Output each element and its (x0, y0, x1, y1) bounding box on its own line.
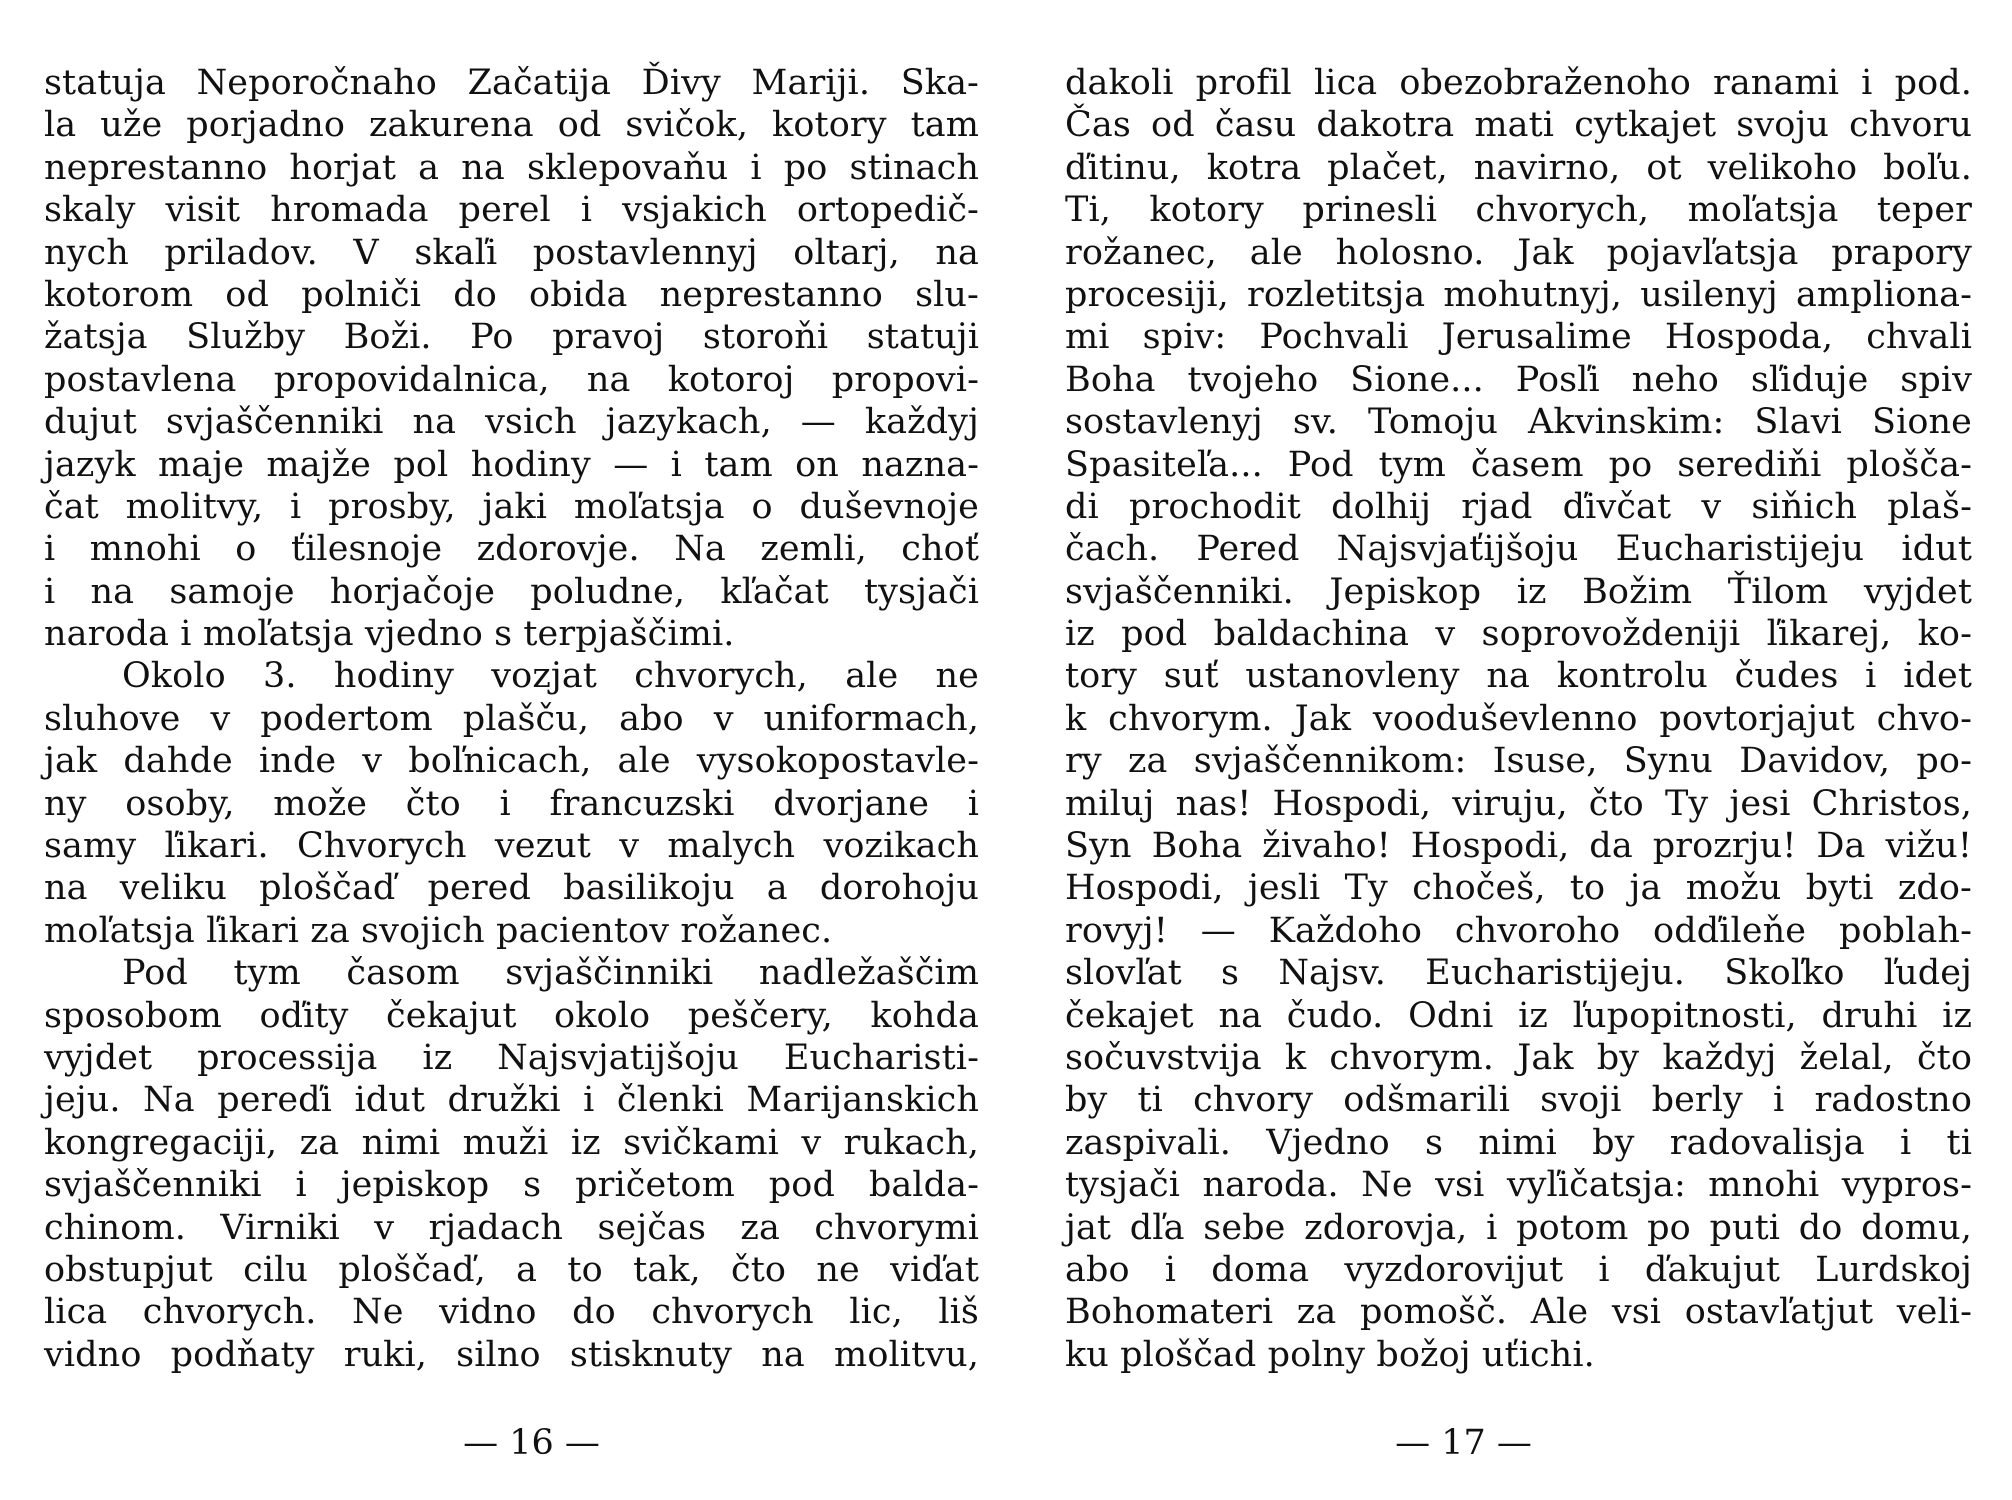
text-line: chinom. Virniki v rjadach sejčas za chvorymi (44, 1207, 979, 1248)
text-line: mi spiv: Pochvali Jerusalime Hospoda, chvali (1065, 317, 1972, 358)
text-line: čach. Pered Najsvjaťijšoju Eucharistijeju idut (1065, 529, 1972, 570)
page-number: — 16 — (463, 1423, 600, 1463)
text-line: vidno podňaty ruki, silno stisknuty na molitvu, (44, 1334, 979, 1375)
text-line: čat molitvy, i prosby, jaki moľatsja o duševnoje (44, 486, 979, 527)
text-line: sluhove v podertom plašču, abo v uniformach, (44, 698, 979, 739)
text-line: iz pod baldachina v soprovoždeniji ľikarej, ko- (1065, 614, 1972, 655)
text-line: k chvorym. Jak vooduševlenno povtorjajut chvo- (1065, 698, 1972, 739)
left-page-text (44, 62, 979, 1376)
text-line: sočuvstvija k chvorym. Jak by každyj želal, čto (1065, 1037, 1972, 1078)
text-line: abo i doma vyzdorovijut i ďakujut Lurdskoj (1065, 1249, 1972, 1290)
text-line: vyjdet processija iz Najsvjatijšoju Eucharisti- (44, 1037, 979, 1078)
text-line: ďitinu, kotra plačet, navirno, ot velikoho boľu. (1065, 147, 1972, 188)
text-line: la uže porjadno zakurena od svičok, kotory tam (44, 105, 979, 146)
right-page (1065, 62, 1972, 1482)
text-line: moľatsja ľikari za svojich pacientov rožanec. (44, 910, 833, 951)
text-line: naroda i moľatsja vjedno s terpjaščimi. (44, 614, 735, 655)
text-line: Hospodi, jesli Ty chočeš, to ja možu byti zdo- (1065, 868, 1972, 909)
text-line: tory suť ustanovleny na kontrolu čudes i idet (1065, 656, 1972, 697)
text-line: svjaščenniki i jepiskop s pričetom pod balda- (44, 1165, 979, 1206)
text-line: na veliku ploščaď pered basilikoju a dorohoju (44, 868, 979, 909)
text-line: Boha tvojeho Sione... Posľi neho sľiduje spiv (1065, 359, 1972, 400)
text-line: Čas od času dakotra mati cytkajet svoju chvoru (1065, 105, 1972, 146)
text-line: kotorom od polniči do obida neprestanno slu- (44, 274, 979, 315)
text-line: by ti chvory odšmarili svoji berly i radostno (1065, 1080, 1972, 1121)
text-line: di prochodit dolhij rjad ďivčat v siňich plaš- (1065, 486, 1972, 527)
text-line: Okolo 3. hodiny vozjat chvorych, ale ne (122, 656, 979, 697)
text-line: ku ploščad polny božoj uťichi. (1065, 1334, 1595, 1375)
text-line: Syn Boha živaho! Hospodi, da prozrju! Da vižu! (1065, 826, 1972, 867)
text-line: nych priladov. V skaľi postavlennyj oltarj, na (44, 232, 979, 273)
left-page (44, 62, 979, 1482)
right-page-text (1065, 62, 1972, 1376)
page-number: — 17 — (1395, 1423, 1532, 1463)
text-line: Pod tym časom svjaščinniki nadležaščim (122, 953, 979, 994)
text-line: obstupjut cilu ploščaď, a to tak, čto ne viďat (44, 1249, 979, 1290)
text-line: skaly visit hromada perel i vsjakich ortopedič- (44, 190, 979, 231)
text-line: samy ľikari. Chvorych vezut v malych vozikach (44, 826, 979, 867)
text-line: i na samoje horjačoje poludne, kľačat tysjači (44, 571, 979, 612)
text-line: kongregaciji, za nimi muži iz svičkami v rukach, (44, 1122, 979, 1163)
text-line: neprestanno horjat a na sklepovaňu i po stinach (44, 147, 979, 188)
text-line: svjaščenniki. Jepiskop iz Božim Ťilom vyjdet (1065, 571, 1972, 612)
text-line: rožanec, ale holosno. Jak pojavľatsja prapory (1065, 232, 1972, 273)
text-line: Bohomateri za pomošč. Ale vsi ostavľatjut veli- (1065, 1292, 1972, 1333)
text-line: ny osoby, može čto i francuzski dvorjane i (44, 783, 979, 824)
text-line: sostavlenyj sv. Tomoju Akvinskim: Slavi Sione (1065, 402, 1972, 443)
text-line: sposobom oďity čekajut okolo peščery, kohda (44, 995, 979, 1036)
text-line: postavlena propovidalnica, na kotoroj propovi- (44, 359, 979, 400)
text-line: lica chvorych. Ne vidno do chvorych lic, liš (44, 1292, 979, 1333)
text-line: miluj nas! Hospodi, viruju, čto Ty jesi Christos, (1065, 783, 1972, 824)
text-line: Ti, kotory prinesli chvorych, moľatsja teper (1065, 190, 1972, 231)
text-line: dujut svjaščenniki na vsich jazykach, — každyj (44, 402, 979, 443)
text-line: i mnohi o ťilesnoje zdorovje. Na zemli, choť (44, 529, 979, 570)
text-line: ry za svjaščennikom: Isuse, Synu Davidov, po- (1065, 741, 1972, 782)
text-line: Spasiteľa... Pod tym časem po serediňi plošča- (1065, 444, 1972, 485)
text-line: statuja Neporočnaho Začatija Ďivy Mariji. Ska- (44, 63, 979, 103)
text-line: procesiji, rozletitsja mohutnyj, usilenyj ampliona- (1065, 274, 1972, 315)
text-line: čekajet na čudo. Odni iz ľupopitnosti, druhi iz (1065, 995, 1972, 1036)
text-line: jazyk maje majže pol hodiny — i tam on nazna- (44, 444, 979, 485)
text-line: slovľat s Najsv. Eucharistijeju. Skoľko ľudej (1065, 953, 1972, 994)
text-line: dakoli profil lica obezobraženoho ranami i pod. (1065, 63, 1972, 103)
text-line: zaspivali. Vjedno s nimi by radovalisja i ti (1065, 1122, 1972, 1163)
text-line: žatsja Služby Boži. Po pravoj storoňi statuji (44, 317, 979, 358)
text-line: jeju. Na pereďi idut družki i členki Marijanskich (44, 1080, 979, 1121)
text-line: rovyj! — Každoho chvoroho odďileňe poblah- (1065, 910, 1972, 951)
text-line: jak dahde inde v boľnicach, ale vysokopostavle- (44, 741, 979, 782)
text-line: jat dľa sebe zdorovja, i potom po puti do domu, (1065, 1207, 1972, 1248)
text-line: tysjači naroda. Ne vsi vyľičatsja: mnohi vypros- (1065, 1165, 1972, 1206)
